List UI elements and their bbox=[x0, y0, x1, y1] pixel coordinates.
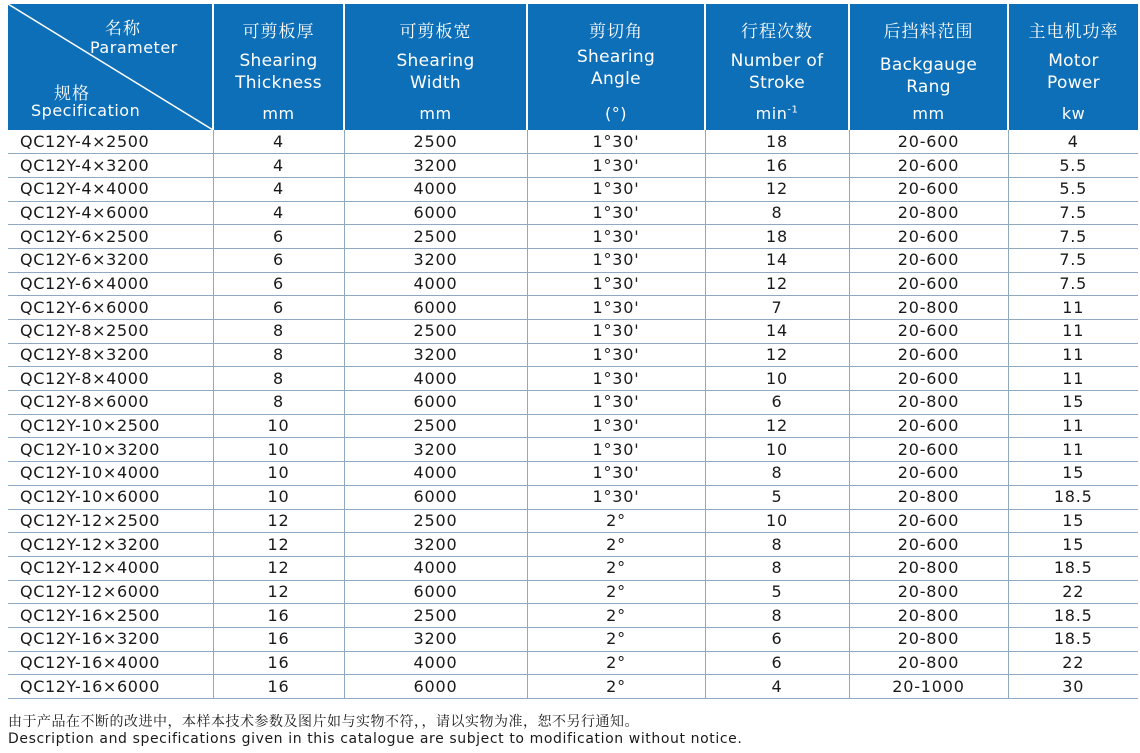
cell-angle: 2° bbox=[527, 651, 705, 675]
cell-stroke: 12 bbox=[705, 272, 849, 296]
cell-model: QC12Y-12×4000 bbox=[8, 556, 213, 580]
corner-cn-bottom: 规格 bbox=[54, 84, 90, 104]
cell-stroke: 7 bbox=[705, 296, 849, 320]
header-cn: 可剪板厚 bbox=[242, 22, 315, 42]
table-row bbox=[8, 651, 1138, 675]
cell-model: QC12Y-4×3200 bbox=[8, 154, 213, 178]
cell-model: QC12Y-12×2500 bbox=[8, 509, 213, 533]
cell-thickness: 16 bbox=[213, 651, 344, 675]
cell-width: 6000 bbox=[344, 675, 527, 699]
cell-angle: 1°30' bbox=[527, 225, 705, 249]
cell-model: QC12Y-8×4000 bbox=[8, 367, 213, 391]
cell-power: 15 bbox=[1008, 391, 1138, 415]
cell-model: QC12Y-10×4000 bbox=[8, 462, 213, 486]
cell-stroke: 10 bbox=[705, 438, 849, 462]
cell-stroke: 8 bbox=[705, 462, 849, 486]
cell-stroke: 14 bbox=[705, 320, 849, 344]
cell-model: QC12Y-16×4000 bbox=[8, 651, 213, 675]
table-row bbox=[8, 154, 1138, 178]
cell-stroke: 12 bbox=[705, 177, 849, 201]
header-backgauge bbox=[849, 4, 1008, 130]
cell-power: 18.5 bbox=[1008, 627, 1138, 651]
table-row bbox=[8, 580, 1138, 604]
cell-model: QC12Y-10×3200 bbox=[8, 438, 213, 462]
cell-stroke: 10 bbox=[705, 367, 849, 391]
cell-model: QC12Y-16×3200 bbox=[8, 627, 213, 651]
cell-stroke: 12 bbox=[705, 343, 849, 367]
cell-model: QC12Y-12×6000 bbox=[8, 580, 213, 604]
cell-power: 5.5 bbox=[1008, 177, 1138, 201]
header-unit: (°) bbox=[605, 104, 627, 123]
cell-backgauge: 20-600 bbox=[849, 462, 1008, 486]
cell-angle: 1°30' bbox=[527, 343, 705, 367]
cell-stroke: 8 bbox=[705, 604, 849, 628]
cell-angle: 1°30' bbox=[527, 248, 705, 272]
cell-model: QC12Y-6×2500 bbox=[8, 225, 213, 249]
corner-en-bottom: Specification bbox=[31, 101, 141, 120]
header-cn: 后挡料范围 bbox=[883, 22, 974, 42]
cell-backgauge: 20-600 bbox=[849, 438, 1008, 462]
cell-angle: 1°30' bbox=[527, 367, 705, 391]
cell-model: QC12Y-4×6000 bbox=[8, 201, 213, 225]
cell-angle: 1°30' bbox=[527, 414, 705, 438]
cell-stroke: 8 bbox=[705, 201, 849, 225]
cell-power: 11 bbox=[1008, 367, 1138, 391]
cell-width: 3200 bbox=[344, 248, 527, 272]
header-angle bbox=[527, 4, 705, 130]
cell-width: 6000 bbox=[344, 391, 527, 415]
header-en: Shearing Width bbox=[396, 51, 475, 93]
cell-angle: 1°30' bbox=[527, 391, 705, 415]
cell-thickness: 16 bbox=[213, 675, 344, 699]
table-row bbox=[8, 177, 1138, 201]
cell-width: 6000 bbox=[344, 201, 527, 225]
cell-model: QC12Y-4×2500 bbox=[8, 130, 213, 154]
cell-thickness: 8 bbox=[213, 320, 344, 344]
cell-thickness: 6 bbox=[213, 272, 344, 296]
cell-thickness: 10 bbox=[213, 462, 344, 486]
header-width bbox=[344, 4, 527, 130]
cell-power: 30 bbox=[1008, 675, 1138, 699]
corner-en-top: Parameter bbox=[90, 38, 178, 57]
header-row bbox=[8, 4, 1138, 130]
cell-power: 15 bbox=[1008, 462, 1138, 486]
cell-backgauge: 20-600 bbox=[849, 320, 1008, 344]
cell-angle: 2° bbox=[527, 533, 705, 557]
cell-thickness: 12 bbox=[213, 556, 344, 580]
table-row bbox=[8, 604, 1138, 628]
cell-model: QC12Y-4×4000 bbox=[8, 177, 213, 201]
cell-backgauge: 20-600 bbox=[849, 130, 1008, 154]
table-row bbox=[8, 225, 1138, 249]
cell-angle: 1°30' bbox=[527, 201, 705, 225]
cell-thickness: 10 bbox=[213, 485, 344, 509]
cell-angle: 2° bbox=[527, 627, 705, 651]
table-row bbox=[8, 320, 1138, 344]
table-row bbox=[8, 438, 1138, 462]
cell-backgauge: 20-600 bbox=[849, 177, 1008, 201]
cell-model: QC12Y-8×2500 bbox=[8, 320, 213, 344]
cell-model: QC12Y-10×6000 bbox=[8, 485, 213, 509]
cell-stroke: 5 bbox=[705, 485, 849, 509]
table-row bbox=[8, 509, 1138, 533]
cell-backgauge: 20-600 bbox=[849, 367, 1008, 391]
cell-width: 4000 bbox=[344, 556, 527, 580]
header-en: Backgauge Rang bbox=[879, 55, 978, 97]
cell-angle: 1°30' bbox=[527, 462, 705, 486]
cell-power: 18.5 bbox=[1008, 485, 1138, 509]
cell-angle: 1°30' bbox=[527, 438, 705, 462]
header-en: Motor Power bbox=[1047, 51, 1100, 93]
cell-model: QC12Y-6×4000 bbox=[8, 272, 213, 296]
cell-angle: 1°30' bbox=[527, 272, 705, 296]
cell-angle: 2° bbox=[527, 509, 705, 533]
cell-backgauge: 20-800 bbox=[849, 580, 1008, 604]
header-cn: 剪切角 bbox=[589, 22, 643, 42]
cell-thickness: 8 bbox=[213, 391, 344, 415]
cell-model: QC12Y-12×3200 bbox=[8, 533, 213, 557]
cell-angle: 2° bbox=[527, 675, 705, 699]
cell-backgauge: 20-600 bbox=[849, 533, 1008, 557]
header-cn: 可剪板宽 bbox=[399, 22, 472, 42]
cell-thickness: 10 bbox=[213, 414, 344, 438]
cell-width: 3200 bbox=[344, 627, 527, 651]
table-row bbox=[8, 414, 1138, 438]
cell-stroke: 5 bbox=[705, 580, 849, 604]
cell-thickness: 8 bbox=[213, 367, 344, 391]
cell-power: 4 bbox=[1008, 130, 1138, 154]
cell-width: 4000 bbox=[344, 272, 527, 296]
header-en: Shearing Thickness bbox=[235, 51, 322, 93]
cell-backgauge: 20-800 bbox=[849, 604, 1008, 628]
cell-power: 18.5 bbox=[1008, 556, 1138, 580]
cell-model: QC12Y-16×6000 bbox=[8, 675, 213, 699]
header-motor bbox=[1008, 4, 1138, 130]
footer-note-cn: 由于产品在不断的改进中，本样本技术参数及图片如与实物不符，，请以实物为准，恕不另行通知。 bbox=[8, 714, 639, 730]
header-en: Shearing Angle bbox=[576, 47, 656, 89]
cell-thickness: 8 bbox=[213, 343, 344, 367]
cell-model: QC12Y-8×3200 bbox=[8, 343, 213, 367]
cell-model: QC12Y-10×2500 bbox=[8, 414, 213, 438]
cell-backgauge: 20-600 bbox=[849, 248, 1008, 272]
table-row bbox=[8, 675, 1138, 699]
cell-thickness: 12 bbox=[213, 509, 344, 533]
cell-angle: 2° bbox=[527, 556, 705, 580]
cell-power: 7.5 bbox=[1008, 248, 1138, 272]
header-en: Number of Stroke bbox=[730, 51, 824, 93]
cell-thickness: 12 bbox=[213, 533, 344, 557]
cell-backgauge: 20-800 bbox=[849, 201, 1008, 225]
cell-width: 6000 bbox=[344, 296, 527, 320]
cell-angle: 1°30' bbox=[527, 485, 705, 509]
cell-backgauge: 20-600 bbox=[849, 154, 1008, 178]
cell-width: 2500 bbox=[344, 225, 527, 249]
cell-backgauge: 20-600 bbox=[849, 414, 1008, 438]
cell-angle: 2° bbox=[527, 604, 705, 628]
header-unit: mm bbox=[262, 104, 295, 123]
cell-thickness: 12 bbox=[213, 580, 344, 604]
table-row bbox=[8, 462, 1138, 486]
cell-power: 11 bbox=[1008, 320, 1138, 344]
corner-header bbox=[8, 4, 213, 130]
cell-stroke: 14 bbox=[705, 248, 849, 272]
cell-thickness: 4 bbox=[213, 177, 344, 201]
cell-width: 4000 bbox=[344, 462, 527, 486]
cell-stroke: 6 bbox=[705, 627, 849, 651]
cell-stroke: 8 bbox=[705, 556, 849, 580]
cell-width: 3200 bbox=[344, 533, 527, 557]
cell-thickness: 10 bbox=[213, 438, 344, 462]
cell-power: 7.5 bbox=[1008, 201, 1138, 225]
cell-angle: 1°30' bbox=[527, 177, 705, 201]
cell-stroke: 16 bbox=[705, 154, 849, 178]
cell-width: 4000 bbox=[344, 651, 527, 675]
cell-model: QC12Y-6×3200 bbox=[8, 248, 213, 272]
header-thickness bbox=[213, 4, 344, 130]
header-unit: mm bbox=[912, 104, 945, 123]
cell-width: 6000 bbox=[344, 580, 527, 604]
table-row bbox=[8, 130, 1138, 154]
cell-angle: 1°30' bbox=[527, 154, 705, 178]
cell-model: QC12Y-16×2500 bbox=[8, 604, 213, 628]
cell-backgauge: 20-800 bbox=[849, 296, 1008, 320]
cell-stroke: 6 bbox=[705, 391, 849, 415]
header-cn: 主电机功率 bbox=[1028, 22, 1119, 42]
header-unit: $\min^{-1}$ bbox=[755, 104, 799, 123]
cell-stroke: 12 bbox=[705, 414, 849, 438]
cell-backgauge: 20-800 bbox=[849, 651, 1008, 675]
cell-width: 2500 bbox=[344, 509, 527, 533]
cell-thickness: 16 bbox=[213, 627, 344, 651]
cell-backgauge: 20-600 bbox=[849, 272, 1008, 296]
header-unit: mm bbox=[419, 104, 452, 123]
cell-stroke: 8 bbox=[705, 533, 849, 557]
cell-width: 2500 bbox=[344, 604, 527, 628]
table-row bbox=[8, 556, 1138, 580]
cell-angle: 2° bbox=[527, 580, 705, 604]
cell-stroke: 10 bbox=[705, 509, 849, 533]
cell-thickness: 6 bbox=[213, 248, 344, 272]
table-row bbox=[8, 533, 1138, 557]
table-row bbox=[8, 627, 1138, 651]
cell-width: 2500 bbox=[344, 320, 527, 344]
cell-width: 4000 bbox=[344, 367, 527, 391]
spec-table bbox=[8, 4, 1138, 699]
cell-width: 3200 bbox=[344, 154, 527, 178]
cell-stroke: 6 bbox=[705, 651, 849, 675]
cell-width: 4000 bbox=[344, 177, 527, 201]
table-row bbox=[8, 367, 1138, 391]
cell-power: 11 bbox=[1008, 414, 1138, 438]
cell-width: 3200 bbox=[344, 343, 527, 367]
cell-thickness: 4 bbox=[213, 130, 344, 154]
cell-backgauge: 20-800 bbox=[849, 391, 1008, 415]
cell-thickness: 4 bbox=[213, 154, 344, 178]
header-unit: kw bbox=[1061, 104, 1086, 123]
cell-thickness: 6 bbox=[213, 225, 344, 249]
cell-stroke: 4 bbox=[705, 675, 849, 699]
cell-thickness: 4 bbox=[213, 201, 344, 225]
cell-angle: 1°30' bbox=[527, 130, 705, 154]
cell-backgauge: 20-600 bbox=[849, 225, 1008, 249]
header-stroke bbox=[705, 4, 849, 130]
table-row bbox=[8, 272, 1138, 296]
table-row bbox=[8, 296, 1138, 320]
cell-width: 6000 bbox=[344, 485, 527, 509]
cell-backgauge: 20-800 bbox=[849, 556, 1008, 580]
cell-power: 5.5 bbox=[1008, 154, 1138, 178]
cell-backgauge: 20-800 bbox=[849, 485, 1008, 509]
cell-model: QC12Y-6×6000 bbox=[8, 296, 213, 320]
cell-stroke: 18 bbox=[705, 225, 849, 249]
cell-model: QC12Y-8×6000 bbox=[8, 391, 213, 415]
table-body bbox=[8, 130, 1138, 699]
cell-power: 22 bbox=[1008, 580, 1138, 604]
cell-power: 15 bbox=[1008, 533, 1138, 557]
cell-power: 22 bbox=[1008, 651, 1138, 675]
cell-stroke: 18 bbox=[705, 130, 849, 154]
cell-width: 2500 bbox=[344, 414, 527, 438]
header-cn: 行程次数 bbox=[741, 22, 813, 42]
cell-thickness: 16 bbox=[213, 604, 344, 628]
cell-power: 11 bbox=[1008, 343, 1138, 367]
corner-cn-top: 名称 bbox=[105, 19, 141, 39]
cell-backgauge: 20-1000 bbox=[849, 675, 1008, 699]
cell-angle: 1°30' bbox=[527, 296, 705, 320]
cell-power: 15 bbox=[1008, 509, 1138, 533]
cell-power: 11 bbox=[1008, 438, 1138, 462]
table-row bbox=[8, 485, 1138, 509]
cell-power: 18.5 bbox=[1008, 604, 1138, 628]
cell-width: 3200 bbox=[344, 438, 527, 462]
table-row bbox=[8, 343, 1138, 367]
cell-width: 2500 bbox=[344, 130, 527, 154]
table-row bbox=[8, 201, 1138, 225]
footer-note-en: Description and specifications given in this catalogue are subject to modification without notice. bbox=[8, 731, 743, 747]
cell-thickness: 6 bbox=[213, 296, 344, 320]
table-row bbox=[8, 391, 1138, 415]
table-row bbox=[8, 248, 1138, 272]
cell-power: 11 bbox=[1008, 296, 1138, 320]
cell-power: 7.5 bbox=[1008, 272, 1138, 296]
cell-backgauge: 20-600 bbox=[849, 343, 1008, 367]
cell-backgauge: 20-600 bbox=[849, 509, 1008, 533]
cell-angle: 1°30' bbox=[527, 320, 705, 344]
cell-power: 7.5 bbox=[1008, 225, 1138, 249]
cell-backgauge: 20-800 bbox=[849, 627, 1008, 651]
